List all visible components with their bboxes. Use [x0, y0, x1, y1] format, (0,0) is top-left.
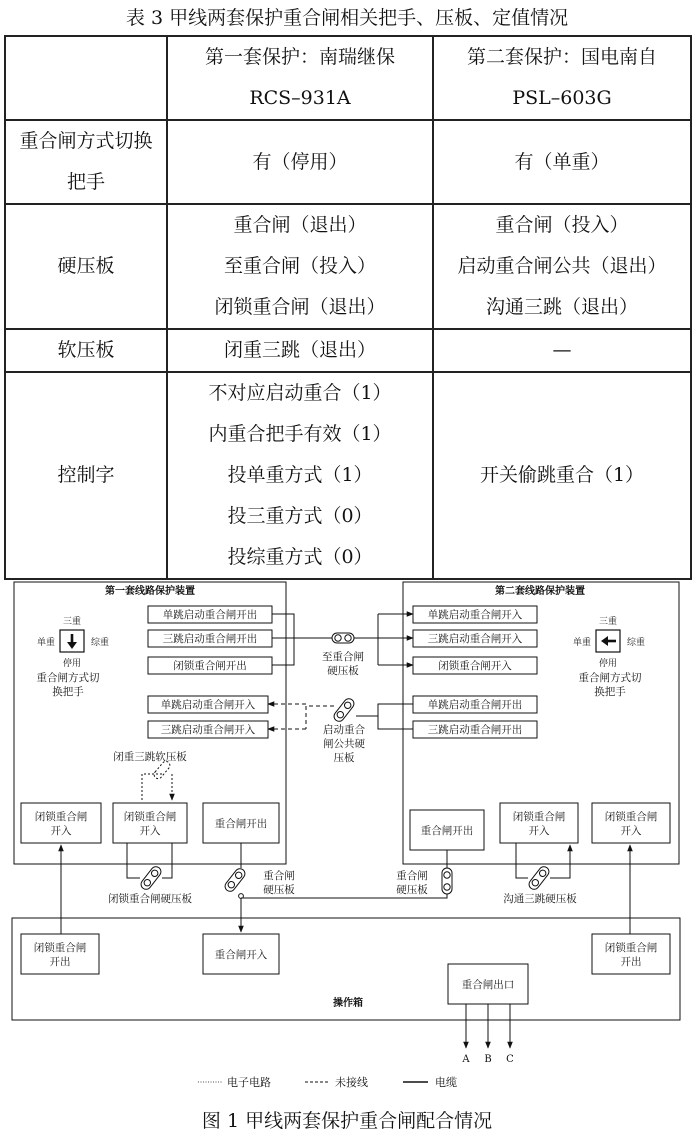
header-set2-model: PSL–603G — [512, 87, 612, 109]
row-label-line: 控制字 — [57, 464, 115, 486]
row-label-soft-plate — [5, 329, 167, 372]
op-block-out-left: 闭锁重合闸 — [33, 942, 87, 954]
reclosing-diagram — [0, 578, 694, 1068]
d2-switch-label: 重合闸方式切 — [578, 672, 642, 684]
header-set1-model: RCS–931A — [249, 87, 351, 109]
cell-set1-switch — [167, 120, 433, 204]
header-set2 — [433, 36, 691, 120]
table-row-hard-plate — [5, 204, 691, 329]
plate-zhi-label: 至重合闸 — [322, 651, 364, 663]
cell-value: 投综重方式（0） — [227, 546, 373, 568]
op-block-out-right: 开出 — [620, 956, 642, 968]
d1-block-in-b: 闭锁重合闸 — [123, 811, 177, 823]
cell-set1-soft-plate — [167, 329, 433, 372]
cell-value: 不对应启动重合（1） — [208, 382, 392, 404]
d1-out2-label: 三跳启动重合闸开出 — [162, 633, 258, 645]
d1-in2-label: 三跳启动重合闸开入 — [160, 724, 256, 736]
cell-value: 至重合闸（投入） — [223, 255, 376, 277]
phase-b: B — [484, 1054, 492, 1065]
cell-value: 投三重方式（0） — [227, 505, 373, 527]
d2-block-in-a: 开入 — [528, 825, 550, 837]
plate-reclose1-label: 硬压板 — [263, 884, 295, 896]
cell-set1-hard-plate — [167, 204, 433, 329]
cell-set2-switch — [433, 120, 691, 204]
d2-out1-label: 单跳启动重合闸开出 — [427, 699, 523, 711]
cell-set2-soft-plate — [433, 329, 691, 372]
d1-out1-label: 单跳启动重合闸开出 — [162, 609, 258, 621]
device2-title: 第二套线路保护装置 — [495, 586, 585, 597]
d2-in2-label: 三跳启动重合闸开入 — [427, 633, 523, 645]
d2-out2-label: 三跳启动重合闸开出 — [427, 724, 523, 736]
legend — [0, 1071, 694, 1095]
table-caption: 表 3 甲线两套保护重合闸相关把手、压板、定值情况 — [125, 7, 569, 29]
d2-switch-bottom: 停用 — [598, 659, 618, 669]
d1-block-in-a: 闭锁重合闸 — [34, 811, 88, 823]
op-reclose-in: 重合闸开入 — [214, 949, 268, 961]
plate-reclose2-label: 硬压板 — [396, 884, 428, 896]
d2-switch-left: 单重 — [572, 638, 592, 648]
legend-cable: 电缆 — [435, 1076, 457, 1089]
cell-value: 启动重合闸公共（退出） — [457, 255, 667, 277]
row-label-switch — [5, 120, 167, 204]
phase-c: C — [506, 1054, 514, 1065]
cell-set2-hard-plate — [433, 204, 691, 329]
header-empty-cell — [5, 36, 167, 120]
legend-electronic: 电子电路 — [227, 1076, 271, 1089]
table-row-switch — [5, 120, 691, 204]
d1-switch-right: 综重 — [90, 638, 110, 648]
plate-qidong-label: 压板 — [333, 752, 355, 764]
d2-switch-label: 换把手 — [594, 686, 626, 698]
plate-zhi-label: 硬压板 — [327, 665, 359, 677]
row-label-line: 重合闸方式切换 — [19, 130, 153, 152]
row-label-line: 硬压板 — [57, 255, 115, 277]
d1-switch-label: 换把手 — [52, 686, 84, 698]
row-label-hard-plate — [5, 204, 167, 329]
cell-value: 有（单重） — [514, 150, 610, 173]
cell-value: 内重合把手有效（1） — [208, 423, 392, 445]
d1-in1-label: 单跳启动重合闸开入 — [160, 699, 256, 711]
row-label-control-word — [5, 372, 167, 579]
header-set1 — [167, 36, 433, 120]
d1-reclose-out: 重合闸开出 — [214, 818, 268, 830]
d1-block-in-a: 开入 — [50, 825, 72, 837]
header-set1-vendor: 第一套保护：南瑞继保 — [204, 46, 395, 68]
d1-switch-left: 单重 — [36, 638, 56, 648]
plate-reclose2-label: 重合闸 — [396, 870, 428, 882]
d2-switch-top: 三重 — [598, 617, 618, 627]
op-block-out-left: 开出 — [49, 956, 71, 968]
cell-value: 开关偷跳重合（1） — [479, 464, 645, 486]
d1-switch-label: 重合闸方式切 — [36, 672, 100, 684]
cell-value: 沟通三跳（退出） — [485, 296, 638, 318]
plate-qidong-label: 闸公共硬 — [323, 738, 365, 750]
device1-title: 第一套线路保护装置 — [105, 586, 195, 597]
d1-block-in-b: 开入 — [139, 825, 161, 837]
cell-value: 闭锁重合闸（退出） — [214, 296, 386, 318]
op-block-out-right: 闭锁重合闸 — [604, 942, 658, 954]
phase-a: A — [462, 1054, 470, 1065]
cell-value: 闭重三跳（退出） — [223, 339, 376, 361]
cell-set2-control-word — [433, 372, 691, 579]
d1-out3-label: 闭锁重合闸开出 — [173, 660, 247, 672]
plate-reclose1-label: 重合闸 — [263, 870, 295, 882]
cell-value: 重合闸（退出） — [233, 214, 367, 236]
op-box-title: 操作箱 — [333, 998, 363, 1009]
table-row-soft-plate — [5, 329, 691, 372]
soft-plate-label: 闭重三跳软压板 — [113, 751, 187, 763]
cell-set1-control-word — [167, 372, 433, 579]
d2-switch-right: 综重 — [626, 638, 646, 648]
row-label-line: 软压板 — [57, 339, 115, 361]
settings-table — [4, 35, 692, 580]
d2-block-in-b: 闭锁重合闸 — [604, 811, 658, 823]
op-reclose-out: 重合闸出口 — [461, 979, 515, 991]
cell-value: 有（停用） — [252, 150, 348, 173]
table-header-row — [5, 36, 691, 120]
header-set2-vendor: 第二套保护：国电南自 — [466, 46, 657, 68]
d2-block-in-b: 开入 — [620, 825, 642, 837]
cell-value: 投单重方式（1） — [227, 464, 373, 486]
d2-block-in-a: 闭锁重合闸 — [512, 811, 566, 823]
d1-switch-bottom: 停用 — [62, 659, 82, 669]
d2-reclose-out: 重合闸开出 — [420, 825, 474, 837]
d1-switch-top: 三重 — [62, 617, 82, 627]
cell-value: — — [552, 339, 572, 361]
plate-bisuo-label: 闭锁重合闸硬压板 — [108, 893, 192, 905]
figure-caption: 图 1 甲线两套保护重合闸配合情况 — [201, 1110, 493, 1132]
legend-unconnected: 未接线 — [335, 1076, 368, 1089]
table-row-control-word — [5, 372, 691, 579]
d2-in3-label: 闭锁重合闸开入 — [438, 660, 512, 672]
cell-value: 重合闸（投入） — [495, 214, 629, 236]
plate-qidong-label: 启动重合 — [323, 724, 365, 736]
row-label-line: 把手 — [66, 171, 105, 193]
plate-goutong-label: 沟通三跳硬压板 — [503, 893, 577, 905]
d2-in1-label: 单跳启动重合闸开入 — [427, 609, 523, 621]
